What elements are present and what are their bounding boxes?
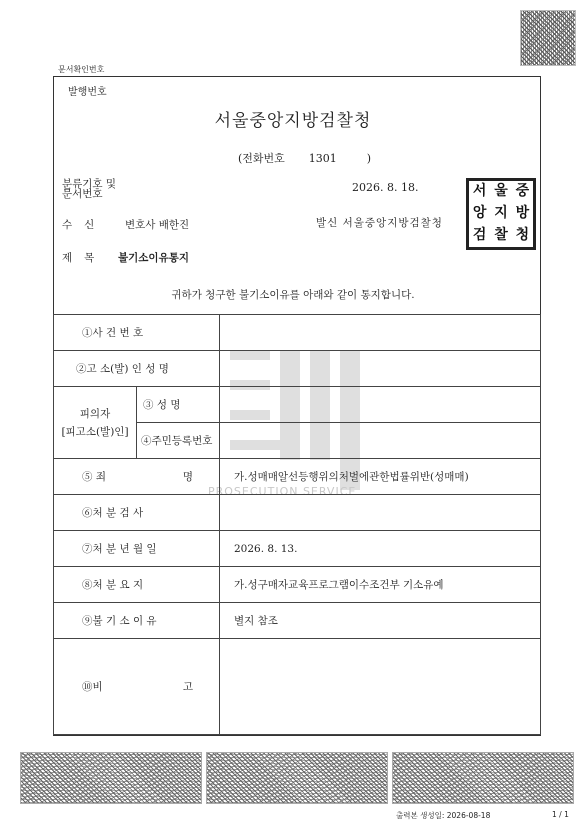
case-number-value <box>220 315 541 351</box>
seal-char: 방 <box>515 205 530 221</box>
doc-check-number-label: 문서확인번호 <box>58 65 105 74</box>
recipient-value: 변호사 배한진 <box>125 219 190 231</box>
seal-char: 중 <box>515 183 530 199</box>
remarks-label <box>54 639 220 735</box>
complainant-value <box>220 351 541 387</box>
suspect-id-label: ④주민등록번호 <box>137 423 220 459</box>
table-row <box>54 639 541 735</box>
page-number: 1 / 1 <box>552 810 569 819</box>
seal-char: 서 <box>472 183 487 199</box>
complainant-label <box>54 351 220 387</box>
suspect-id-value <box>220 423 541 459</box>
prosecutor-label <box>54 495 220 531</box>
label-text: ⑨불 기 소 이 유 <box>82 615 157 627</box>
notice-table <box>53 314 541 735</box>
seal-char: 청 <box>515 227 530 243</box>
crime-label <box>54 459 220 495</box>
table-row <box>54 531 541 567</box>
issued-date-footer: 출력본 생성일: 2026-08-18 <box>396 811 491 820</box>
subject-label: 제목 <box>62 252 107 264</box>
suspect-name-label: ③ 성 명 <box>137 387 220 423</box>
suspect-group-label <box>54 387 137 459</box>
security-pattern-2 <box>206 752 388 804</box>
label-text: ⑤ 죄 <box>82 471 106 483</box>
seal-char: 지 <box>494 205 508 221</box>
label-text: ⑦처 분 년 월 일 <box>82 543 157 555</box>
case-number-label <box>54 315 220 351</box>
table-row <box>54 567 541 603</box>
suspect-name-value <box>220 387 541 423</box>
notice-text: 귀하가 청구한 불기소이유를 아래와 같이 통지합니다. <box>171 289 415 301</box>
reason-value: 별지 참조 <box>220 603 541 639</box>
classification-label-1: 분류기호 및 <box>62 178 117 190</box>
security-pattern-1 <box>20 752 202 804</box>
disposition-date-value: 2026. 8. 13. <box>220 531 541 567</box>
subject-value: 불기소이유통지 <box>118 252 190 264</box>
label-text: ②고 소(발) 인 성 명 <box>76 363 169 375</box>
qr-code-top <box>520 10 576 66</box>
recipient-label: 수신 <box>62 219 107 231</box>
label-text: ⑥처 분 검 사 <box>82 507 144 519</box>
phone-number: 1301 <box>308 152 337 165</box>
seal-char: 찰 <box>494 227 508 243</box>
issue-number-label: 발행번호 <box>68 87 107 98</box>
seal-char: 검 <box>472 227 487 243</box>
table-row <box>54 603 541 639</box>
office-title: 서울중앙지방검찰청 <box>214 111 372 131</box>
seal-char: 울 <box>494 183 508 199</box>
label-text: ⑩비 <box>82 681 103 693</box>
disposition-date-label <box>54 531 220 567</box>
security-pattern-3 <box>392 752 574 804</box>
label-text: ①사 건 번 호 <box>82 327 144 339</box>
label-text-end: 명 <box>182 471 193 483</box>
seal-char: 앙 <box>472 205 487 221</box>
table-row <box>54 459 541 495</box>
table-row <box>54 351 541 387</box>
classification-label-2: 문서번호 <box>62 188 103 200</box>
label-text-end: 고 <box>182 681 193 693</box>
label-text: ⑧처 분 요 지 <box>82 579 144 591</box>
suspect-group-text: 피의자 <box>79 407 111 420</box>
crime-value: 가.성매매알선등행위의처벌에관한법률위반(성매매) <box>220 459 541 495</box>
phone-open: (전화번호 <box>238 152 285 165</box>
table-row <box>54 495 541 531</box>
suspect-group-text-2: [피고소(발)인] <box>61 425 129 438</box>
table-row <box>54 387 541 423</box>
prosecutor-value <box>220 495 541 531</box>
remarks-value <box>220 639 541 735</box>
disposition-summary-label <box>54 567 220 603</box>
watermark-text: PROSECUTION SERVICE <box>208 485 357 498</box>
sender-line: 발신 서울중앙지방검찰청 <box>316 217 443 229</box>
document-date: 2026. 8. 18. <box>352 181 419 194</box>
reason-label <box>54 603 220 639</box>
table-row <box>54 315 541 351</box>
official-seal <box>466 178 536 250</box>
phone-line <box>238 150 371 166</box>
disposition-summary-value: 가.성구매자교육프로그램이수조건부 기소유예 <box>220 567 541 603</box>
phone-close: ) <box>366 152 372 165</box>
